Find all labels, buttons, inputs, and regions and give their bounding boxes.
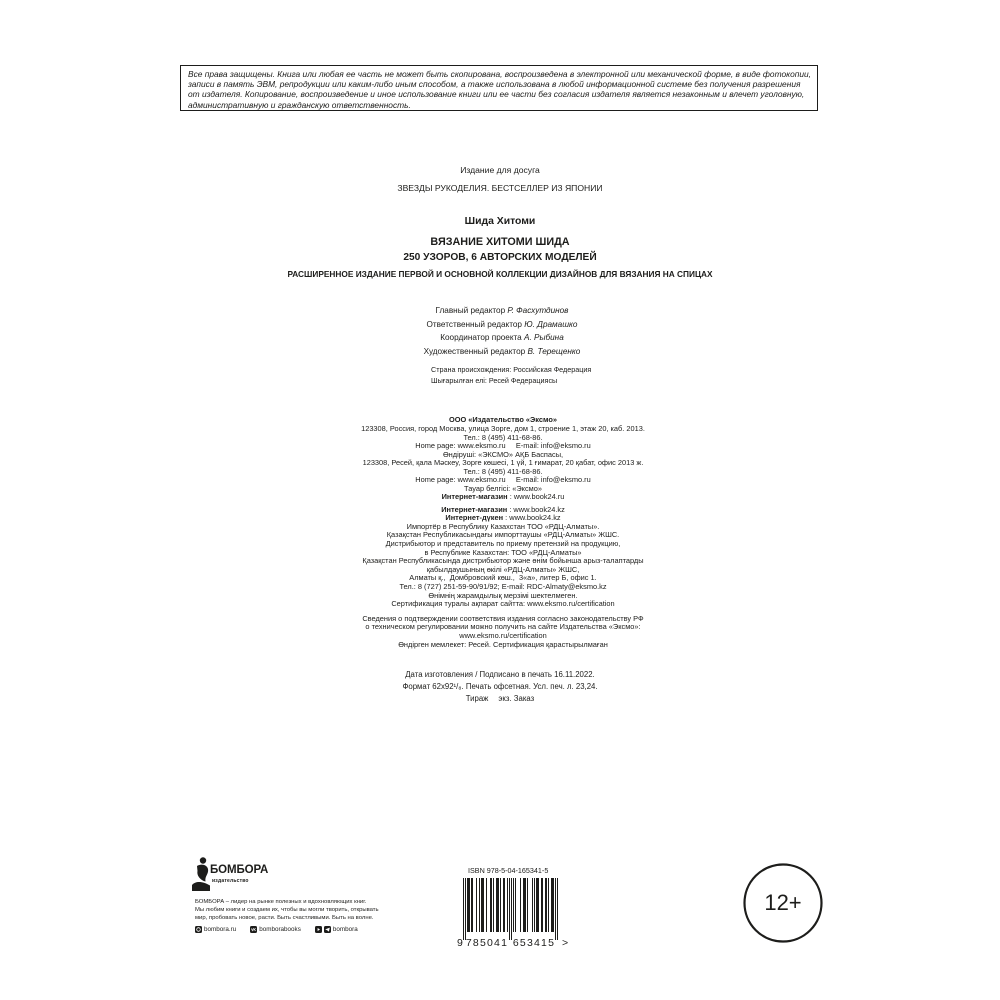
barcode-bar	[467, 878, 470, 932]
social-label: bombora.ru	[204, 926, 237, 933]
editor-role: Художественный редактор	[423, 347, 526, 357]
rights-notice-line: от издателя. Копирование, воспроизведение и иное использование книги или ее части без согласия издателя является незаконным и влечет уголовную,	[188, 89, 805, 100]
vk-icon	[250, 926, 257, 933]
editor-row	[352, 318, 652, 332]
age-rating-text: 12+	[764, 890, 802, 915]
publisher-line: Тауар белгісі: «Эксмо»	[464, 484, 542, 493]
editor-name: А. Рыбина	[524, 333, 564, 343]
kazakhstan-line: Сертификация туралы ақпарат сайтта: www.eksmo.ru/certification	[391, 600, 615, 609]
barcode-bar	[534, 878, 535, 932]
rights-notice-box	[180, 65, 818, 111]
kazakhstan-line: Дистрибьютор и представитель по приему претензий на продукцию,	[385, 540, 621, 549]
certification-line: о техническом регулировании можно получить на сайте Издательства «Эксмо»:	[365, 623, 641, 632]
barcode-bar	[471, 878, 473, 932]
editor-row	[352, 331, 652, 345]
origin-line-kz: Шығарылған елі: Ресей Федерациясы	[431, 376, 558, 385]
barcode-bar	[476, 878, 477, 932]
barcode-bar	[490, 878, 492, 932]
kazakhstan-line: Тел.: 8 (727) 251-59-90/91/92; E-mail: RDC-Almaty@eksmo.kz	[399, 583, 607, 592]
barcode-bar	[545, 878, 547, 932]
certification-line: Сведения о подтверждении соответствия издания согласно законодательству РФ	[362, 614, 644, 623]
barcode-bar	[527, 878, 528, 932]
editor-role: Главный редактор	[435, 306, 506, 315]
barcode-bar	[507, 878, 508, 932]
social-item-video-telegram	[315, 926, 358, 933]
print-date-line: Дата изготовления / Подписано в печать 16.11.2022.	[405, 670, 595, 679]
online-shop-url: : www.book24.kz	[505, 514, 561, 523]
kazakhstan-line: Қазақстан Республикасындағы импорттаушы «РДЦ-Алматы» ЖШС.	[386, 531, 620, 540]
barcode-bar	[548, 878, 549, 932]
print-run-line	[300, 693, 700, 705]
certification-line: Өндірген мемлекет: Ресей. Сертификация қарастырылмаған	[398, 640, 608, 649]
barcode-bar	[479, 878, 480, 932]
barcode-bar	[523, 878, 526, 932]
publisher-line: Тел.: 8 (495) 411-68-86.	[463, 467, 543, 476]
kazakhstan-line: Қазақстан Республикасында дистрибьютор және өнім бойынша арыз-талаптарды	[362, 557, 644, 566]
barcode-bar	[500, 878, 501, 932]
publisher-line: Home page: www.eksmo.ru E-mail: info@eksmo.ru	[415, 476, 591, 484]
barcode-bar	[557, 878, 558, 940]
publisher-line: Home page: www.eksmo.ru E-mail: info@eksmo.ru	[415, 442, 591, 450]
publisher-name: ООО «Издательство «Эксмо»	[449, 415, 557, 424]
barcode-bar	[509, 878, 510, 940]
publisher-line: 123308, Ресей, қала Мәскеу, Зорге көшесі, 1 үй, 1 ғимарат, 20 қабат, офис 2013 ж.	[362, 459, 644, 467]
barcode-bar	[551, 878, 554, 932]
certification-line: www.eksmo.ru/certification	[459, 632, 547, 641]
barcode-bar	[515, 878, 516, 932]
barcode-bar	[532, 878, 533, 932]
book-subtitle-extended: РАСШИРЕННОЕ ИЗДАНИЕ ПЕРВОЙ И ОСНОВНОЙ КОЛЛЕКЦИИ ДИЗАЙНОВ ДЛЯ ВЯЗАНИЯ НА СПИЦАХ	[287, 269, 713, 279]
book-subtitle: 250 УЗОРОВ, 6 АВТОРСКИХ МОДЕЛЕЙ	[403, 252, 597, 263]
isbn-label: ISBN 978-5-04-165341-5	[468, 866, 549, 875]
author-name: Шида Хитоми	[464, 216, 536, 227]
social-item-web	[195, 926, 236, 933]
online-shop-url: : www.book24.kz	[509, 505, 565, 514]
editor-role: Координатор проекта	[440, 333, 522, 343]
barcode-bar	[520, 878, 521, 932]
online-shop-line	[303, 514, 703, 523]
barcode-bar	[503, 878, 505, 932]
barcode-quiet-zone-mark: >	[562, 937, 569, 949]
certification-block	[303, 615, 703, 650]
youtube-icon	[315, 926, 322, 933]
publisher-line: 123308, Россия, город Москва, улица Зорге, дом 1, строение 1, этаж 20, каб. 2013.	[361, 425, 645, 433]
editor-row	[352, 345, 652, 359]
online-shop-label: Интернет-дүкен	[445, 514, 504, 523]
barcode-bar	[481, 878, 484, 932]
social-item-vk	[250, 926, 301, 933]
bombora-logo-name: БОМБОРА	[210, 864, 269, 876]
barcode-right-digits: 653415	[512, 937, 556, 949]
barcode-bars	[463, 878, 558, 940]
kazakhstan-line: Өнімнің жарамдылық мерзімі шектелмеген.	[428, 591, 578, 600]
editor-name: В. Терещенко	[527, 347, 581, 357]
barcode-bar	[541, 878, 543, 932]
kazakhstan-line: қабылдаушының өкілі «РДЦ-Алматы» ЖШС,	[426, 565, 580, 574]
editors-block	[352, 304, 652, 359]
publisher-block	[303, 415, 703, 502]
bombora-tagline	[195, 898, 379, 922]
rights-notice-line: Все права защищены. Книга или любая ее часть не может быть скопирована, воспроизведена в электронной или механической форме, в виде фотокопии,	[188, 69, 811, 79]
online-shop-url: : www.book24.ru	[509, 493, 565, 501]
book-title: ВЯЗАНИЕ ХИТОМИ ШИДА	[430, 236, 570, 248]
bombora-figure-icon	[191, 856, 211, 892]
age-rating-badge	[742, 862, 824, 944]
origin-line-ru: Страна происхождения: Российская Федерация	[431, 365, 592, 374]
barcode-bar	[465, 878, 466, 940]
kazakhstan-line: Импортёр в Республику Казахстан ТОО «РДЦ-Алматы».	[406, 522, 600, 531]
online-shop-line	[303, 506, 703, 515]
barcode-bar	[511, 878, 512, 940]
print-format-line: Формат 62x92¹/₈. Печать офсетная. Усл. печ. л. 23,24.	[402, 682, 598, 691]
tagline-line: БОМБОРА – лидер на рынке полезных и вдохновляющих книг.	[195, 899, 367, 905]
publisher-line: Өндіруші: «ЭКСМО» АҚБ Баспасы,	[442, 450, 564, 459]
online-shop-label: Интернет-магазин	[441, 493, 508, 501]
kazakhstan-block	[303, 506, 703, 609]
barcode-bar	[493, 878, 494, 932]
barcode-bar	[496, 878, 499, 932]
kazakhstan-line: в Республике Казахстан: ТОО «РДЦ-Алматы»	[424, 548, 582, 557]
social-row	[195, 925, 372, 934]
rights-notice-line: записи в память ЭВМ, репродукции или каким-либо иным способом, а также использована в любой информационной системе без получения разрешения	[188, 79, 801, 90]
online-shop-line	[303, 493, 703, 502]
barcode-bar	[486, 878, 487, 932]
web-icon	[195, 926, 202, 933]
kazakhstan-line: Алматы қ., Домбровский көш., 3«а», литер Б, офис 1.	[409, 574, 597, 583]
barcode-bar	[536, 878, 539, 932]
print-info-block	[300, 669, 700, 705]
editor-row	[352, 304, 652, 318]
barcode-bar	[513, 878, 514, 932]
editor-name: Р. Фасхутдинов	[507, 306, 569, 315]
online-shop-label: Интернет-магазин	[441, 505, 508, 514]
origin-block	[431, 364, 591, 386]
editor-role: Ответственный редактор	[426, 319, 522, 329]
isbn-barcode	[455, 876, 570, 950]
social-label: bomborabooks	[259, 926, 301, 933]
series-name: ЗВЕЗДЫ РУКОДЕЛИЯ. БЕСТСЕЛЛЕР ИЗ ЯПОНИИ	[397, 183, 603, 193]
print-run-label: Тираж	[465, 694, 489, 703]
barcode-first-digit: 9	[457, 937, 463, 949]
tagline-line: Мы любим книги и создаем их, чтобы вы могли творить, открывать	[195, 907, 379, 913]
social-label: bombora	[332, 926, 358, 933]
editor-name: Ю. Драмашко	[524, 319, 578, 329]
barcode-bar	[555, 878, 556, 940]
rights-notice-line: административную и гражданскую ответственность.	[188, 99, 411, 110]
publisher-line: Тел.: 8 (495) 411-68-86.	[463, 433, 543, 442]
tagline-line: мир, пробовать новое, расти. Быть счастливыми. Быть на волне.	[195, 915, 374, 921]
print-order-label: экз. Заказ	[498, 694, 535, 703]
edition-type: Издание для досуга	[460, 165, 540, 175]
barcode-left-digits: 785041	[465, 937, 509, 949]
barcode-bar	[463, 878, 464, 940]
telegram-icon	[324, 926, 331, 933]
bombora-logo-subtitle: издательство	[212, 878, 249, 884]
